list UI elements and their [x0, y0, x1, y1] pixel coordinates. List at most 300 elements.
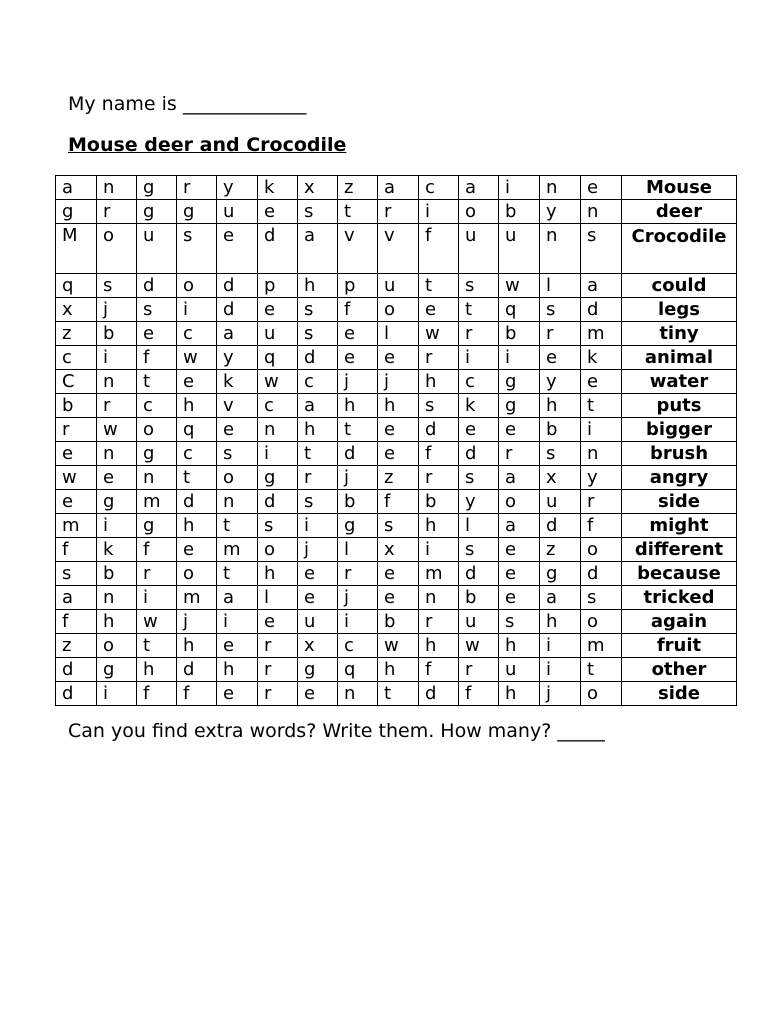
letter-cell: e: [459, 418, 499, 442]
letter-cell: a: [499, 466, 540, 490]
letter-cell: u: [499, 658, 540, 682]
letter-cell: g: [137, 200, 177, 224]
letter-cell: n: [258, 418, 298, 442]
letter-cell: k: [459, 394, 499, 418]
letter-cell: s: [459, 538, 499, 562]
letter-cell: r: [97, 200, 137, 224]
letter-cell: i: [258, 442, 298, 466]
letter-cell: d: [419, 418, 459, 442]
letter-cell: t: [459, 298, 499, 322]
letter-cell: r: [137, 562, 177, 586]
grid-row: [56, 322, 737, 346]
letter-cell: i: [419, 538, 459, 562]
letter-cell: x: [298, 176, 338, 200]
letter-cell: y: [459, 490, 499, 514]
letter-cell: l: [378, 322, 419, 346]
page-title: Mouse deer and Crocodile: [68, 134, 347, 156]
letter-cell: k: [217, 370, 258, 394]
letter-cell: i: [137, 586, 177, 610]
letter-cell: n: [581, 200, 622, 224]
letter-cell: w: [258, 370, 298, 394]
letter-cell: q: [258, 346, 298, 370]
grid-row: [56, 370, 737, 394]
letter-cell: s: [177, 224, 217, 274]
word-list-item: fruit: [622, 634, 737, 658]
letter-cell: s: [56, 562, 97, 586]
letter-cell: d: [459, 562, 499, 586]
letter-cell: g: [540, 562, 581, 586]
letter-cell: r: [338, 562, 378, 586]
letter-cell: e: [217, 418, 258, 442]
letter-cell: i: [97, 346, 137, 370]
letter-cell: t: [298, 442, 338, 466]
letter-cell: c: [459, 370, 499, 394]
letter-cell: a: [298, 224, 338, 274]
letter-cell: j: [338, 586, 378, 610]
letter-cell: s: [217, 442, 258, 466]
letter-cell: s: [540, 442, 581, 466]
letter-cell: g: [97, 490, 137, 514]
letter-cell: r: [581, 490, 622, 514]
letter-cell: g: [177, 200, 217, 224]
letter-cell: i: [97, 514, 137, 538]
letter-cell: l: [540, 274, 581, 298]
letter-cell: g: [137, 442, 177, 466]
word-list-item: brush: [622, 442, 737, 466]
letter-cell: i: [97, 682, 137, 706]
letter-cell: b: [97, 322, 137, 346]
letter-cell: e: [56, 442, 97, 466]
letter-cell: h: [499, 682, 540, 706]
letter-cell: o: [97, 634, 137, 658]
letter-cell: r: [419, 346, 459, 370]
letter-cell: d: [459, 442, 499, 466]
letter-cell: g: [97, 658, 137, 682]
letter-cell: n: [581, 442, 622, 466]
letter-cell: o: [177, 274, 217, 298]
letter-cell: n: [97, 442, 137, 466]
letter-cell: o: [581, 610, 622, 634]
letter-cell: f: [459, 682, 499, 706]
letter-cell: f: [419, 224, 459, 274]
letter-cell: f: [581, 514, 622, 538]
letter-cell: j: [97, 298, 137, 322]
letter-cell: b: [378, 610, 419, 634]
letter-cell: f: [177, 682, 217, 706]
letter-cell: b: [499, 200, 540, 224]
letter-cell: o: [258, 538, 298, 562]
letter-cell: e: [499, 586, 540, 610]
letter-cell: x: [540, 466, 581, 490]
letter-cell: t: [581, 658, 622, 682]
letter-cell: o: [581, 538, 622, 562]
letter-cell: z: [56, 322, 97, 346]
letter-cell: k: [97, 538, 137, 562]
letter-cell: c: [177, 322, 217, 346]
letter-cell: s: [581, 224, 622, 274]
letter-cell: f: [137, 538, 177, 562]
letter-cell: e: [540, 346, 581, 370]
letter-cell: i: [217, 610, 258, 634]
letter-cell: d: [581, 298, 622, 322]
letter-cell: e: [298, 562, 338, 586]
letter-cell: u: [217, 200, 258, 224]
letter-cell: e: [419, 298, 459, 322]
letter-cell: w: [459, 634, 499, 658]
letter-cell: s: [258, 514, 298, 538]
letter-cell: e: [338, 346, 378, 370]
letter-cell: r: [459, 322, 499, 346]
letter-cell: o: [581, 682, 622, 706]
letter-cell: o: [459, 200, 499, 224]
letter-cell: i: [177, 298, 217, 322]
letter-cell: h: [298, 274, 338, 298]
letter-cell: p: [258, 274, 298, 298]
letter-cell: t: [177, 466, 217, 490]
letter-cell: r: [378, 200, 419, 224]
letter-cell: b: [338, 490, 378, 514]
letter-cell: n: [540, 224, 581, 274]
letter-cell: j: [338, 466, 378, 490]
grid-row: [56, 634, 737, 658]
letter-cell: u: [459, 610, 499, 634]
letter-cell: g: [298, 658, 338, 682]
letter-cell: b: [56, 394, 97, 418]
letter-cell: c: [56, 346, 97, 370]
letter-cell: e: [137, 322, 177, 346]
letter-cell: e: [338, 322, 378, 346]
letter-cell: e: [499, 538, 540, 562]
letter-cell: r: [419, 466, 459, 490]
letter-cell: d: [298, 346, 338, 370]
letter-cell: u: [499, 224, 540, 274]
letter-cell: z: [56, 634, 97, 658]
letter-cell: r: [540, 322, 581, 346]
letter-cell: c: [258, 394, 298, 418]
letter-cell: h: [378, 394, 419, 418]
grid-row: [56, 346, 737, 370]
letter-cell: r: [177, 176, 217, 200]
letter-cell: q: [499, 298, 540, 322]
letter-cell: v: [217, 394, 258, 418]
grid-row: [56, 586, 737, 610]
word-list-item: because: [622, 562, 737, 586]
letter-cell: f: [56, 538, 97, 562]
word-list-item: side: [622, 490, 737, 514]
letter-cell: o: [217, 466, 258, 490]
grid-row: [56, 274, 737, 298]
letter-cell: e: [378, 442, 419, 466]
letter-cell: v: [378, 224, 419, 274]
letter-cell: c: [338, 634, 378, 658]
letter-cell: b: [540, 418, 581, 442]
name-prompt: My name is _____________: [68, 93, 307, 115]
letter-cell: y: [217, 176, 258, 200]
letter-cell: w: [499, 274, 540, 298]
letter-cell: h: [258, 562, 298, 586]
letter-cell: t: [137, 370, 177, 394]
letter-cell: a: [499, 514, 540, 538]
letter-cell: f: [56, 610, 97, 634]
grid-row: [56, 682, 737, 706]
letter-cell: e: [258, 298, 298, 322]
letter-cell: z: [338, 176, 378, 200]
letter-cell: o: [177, 562, 217, 586]
letter-cell: i: [298, 514, 338, 538]
letter-cell: m: [177, 586, 217, 610]
letter-cell: m: [581, 322, 622, 346]
letter-cell: q: [177, 418, 217, 442]
letter-cell: d: [177, 490, 217, 514]
letter-cell: w: [378, 634, 419, 658]
letter-cell: s: [419, 394, 459, 418]
letter-cell: n: [217, 490, 258, 514]
letter-cell: g: [338, 514, 378, 538]
letter-cell: e: [378, 586, 419, 610]
word-list-item: Mouse: [622, 176, 737, 200]
letter-cell: s: [459, 274, 499, 298]
letter-cell: e: [378, 562, 419, 586]
word-list-item: again: [622, 610, 737, 634]
letter-cell: u: [378, 274, 419, 298]
letter-cell: M: [56, 224, 97, 274]
letter-cell: r: [258, 682, 298, 706]
letter-cell: t: [338, 418, 378, 442]
letter-cell: l: [258, 586, 298, 610]
letter-cell: j: [338, 370, 378, 394]
word-list-item: angry: [622, 466, 737, 490]
letter-cell: n: [97, 586, 137, 610]
letter-cell: r: [499, 442, 540, 466]
letter-cell: d: [56, 682, 97, 706]
letter-cell: e: [378, 418, 419, 442]
letter-cell: t: [137, 634, 177, 658]
letter-cell: e: [217, 634, 258, 658]
letter-cell: r: [258, 634, 298, 658]
letter-cell: i: [540, 658, 581, 682]
word-list-item: deer: [622, 200, 737, 224]
letter-cell: e: [581, 370, 622, 394]
letter-cell: w: [56, 466, 97, 490]
letter-cell: e: [217, 682, 258, 706]
letter-cell: h: [298, 418, 338, 442]
grid-row: [56, 442, 737, 466]
letter-cell: a: [378, 176, 419, 200]
word-list-item: legs: [622, 298, 737, 322]
letter-cell: g: [56, 200, 97, 224]
letter-cell: j: [298, 538, 338, 562]
extra-words-question: Can you find extra words? Write them. How many? _____: [68, 720, 605, 742]
letter-cell: j: [540, 682, 581, 706]
letter-cell: f: [137, 682, 177, 706]
letter-cell: n: [419, 586, 459, 610]
letter-cell: e: [217, 224, 258, 274]
letter-cell: g: [258, 466, 298, 490]
letter-cell: h: [499, 634, 540, 658]
letter-cell: d: [56, 658, 97, 682]
letter-cell: c: [298, 370, 338, 394]
grid-row: [56, 298, 737, 322]
letter-cell: y: [540, 200, 581, 224]
letter-cell: a: [56, 586, 97, 610]
letter-cell: c: [177, 442, 217, 466]
letter-cell: w: [97, 418, 137, 442]
letter-cell: s: [97, 274, 137, 298]
letter-cell: m: [137, 490, 177, 514]
letter-cell: t: [378, 682, 419, 706]
letter-cell: e: [499, 562, 540, 586]
letter-cell: f: [137, 346, 177, 370]
word-list-item: could: [622, 274, 737, 298]
letter-cell: i: [419, 200, 459, 224]
letter-cell: q: [338, 658, 378, 682]
letter-cell: s: [298, 298, 338, 322]
letter-cell: e: [581, 176, 622, 200]
letter-cell: n: [137, 466, 177, 490]
letter-cell: f: [419, 442, 459, 466]
letter-cell: o: [378, 298, 419, 322]
letter-cell: e: [258, 200, 298, 224]
letter-cell: f: [378, 490, 419, 514]
word-list-item: water: [622, 370, 737, 394]
letter-cell: t: [419, 274, 459, 298]
grid-row: [56, 176, 737, 200]
letter-cell: d: [338, 442, 378, 466]
letter-cell: h: [540, 394, 581, 418]
letter-cell: s: [137, 298, 177, 322]
word-list-item: puts: [622, 394, 737, 418]
letter-cell: i: [581, 418, 622, 442]
letter-cell: h: [540, 610, 581, 634]
letter-cell: y: [217, 346, 258, 370]
letter-cell: a: [581, 274, 622, 298]
letter-cell: l: [459, 514, 499, 538]
letter-cell: r: [56, 418, 97, 442]
letter-cell: i: [499, 346, 540, 370]
grid-row: [56, 224, 737, 274]
grid-row: [56, 610, 737, 634]
letter-cell: o: [137, 418, 177, 442]
letter-cell: h: [419, 634, 459, 658]
letter-cell: r: [97, 394, 137, 418]
letter-cell: s: [581, 586, 622, 610]
letter-cell: g: [499, 370, 540, 394]
letter-cell: h: [378, 658, 419, 682]
word-list-item: other: [622, 658, 737, 682]
letter-cell: l: [338, 538, 378, 562]
word-search-grid: [55, 175, 737, 706]
letter-cell: b: [459, 586, 499, 610]
letter-cell: s: [540, 298, 581, 322]
letter-cell: w: [419, 322, 459, 346]
letter-cell: d: [177, 658, 217, 682]
letter-cell: s: [298, 322, 338, 346]
letter-cell: r: [459, 658, 499, 682]
letter-cell: x: [298, 634, 338, 658]
grid-row: [56, 466, 737, 490]
letter-cell: m: [581, 634, 622, 658]
grid-row: [56, 538, 737, 562]
grid-row: [56, 200, 737, 224]
letter-cell: d: [419, 682, 459, 706]
letter-cell: x: [378, 538, 419, 562]
letter-cell: r: [258, 658, 298, 682]
letter-cell: h: [217, 658, 258, 682]
letter-cell: d: [581, 562, 622, 586]
letter-cell: e: [258, 610, 298, 634]
letter-cell: t: [217, 514, 258, 538]
letter-cell: i: [459, 346, 499, 370]
word-list-item: tricked: [622, 586, 737, 610]
letter-cell: n: [338, 682, 378, 706]
word-list-item: tiny: [622, 322, 737, 346]
letter-cell: h: [338, 394, 378, 418]
letter-cell: e: [97, 466, 137, 490]
letter-cell: a: [217, 322, 258, 346]
letter-cell: h: [177, 514, 217, 538]
word-list-item: might: [622, 514, 737, 538]
letter-cell: g: [499, 394, 540, 418]
letter-cell: a: [56, 176, 97, 200]
letter-cell: j: [177, 610, 217, 634]
letter-cell: i: [540, 634, 581, 658]
letter-cell: d: [540, 514, 581, 538]
letter-cell: n: [540, 176, 581, 200]
letter-cell: e: [298, 586, 338, 610]
letter-cell: e: [177, 370, 217, 394]
letter-cell: u: [137, 224, 177, 274]
letter-cell: a: [298, 394, 338, 418]
letter-cell: o: [97, 224, 137, 274]
letter-cell: e: [56, 490, 97, 514]
letter-cell: t: [217, 562, 258, 586]
letter-cell: f: [338, 298, 378, 322]
letter-cell: z: [540, 538, 581, 562]
letter-cell: b: [97, 562, 137, 586]
letter-cell: r: [419, 610, 459, 634]
letter-cell: y: [581, 466, 622, 490]
letter-cell: s: [378, 514, 419, 538]
letter-cell: s: [298, 200, 338, 224]
letter-cell: a: [459, 176, 499, 200]
letter-cell: f: [419, 658, 459, 682]
grid-row: [56, 490, 737, 514]
letter-cell: t: [338, 200, 378, 224]
letter-cell: y: [540, 370, 581, 394]
grid-row: [56, 562, 737, 586]
letter-cell: h: [419, 370, 459, 394]
letter-cell: z: [378, 466, 419, 490]
grid-row: [56, 514, 737, 538]
letter-cell: u: [298, 610, 338, 634]
word-list-item: different: [622, 538, 737, 562]
letter-cell: m: [217, 538, 258, 562]
letter-cell: x: [56, 298, 97, 322]
letter-cell: u: [540, 490, 581, 514]
letter-cell: i: [499, 176, 540, 200]
letter-cell: a: [217, 586, 258, 610]
letter-cell: w: [137, 610, 177, 634]
letter-cell: d: [258, 490, 298, 514]
letter-cell: c: [137, 394, 177, 418]
letter-cell: g: [137, 176, 177, 200]
letter-cell: s: [298, 490, 338, 514]
letter-cell: t: [581, 394, 622, 418]
letter-cell: d: [217, 274, 258, 298]
word-list-item: bigger: [622, 418, 737, 442]
letter-cell: d: [217, 298, 258, 322]
word-list-item: Crocodile: [622, 224, 737, 274]
